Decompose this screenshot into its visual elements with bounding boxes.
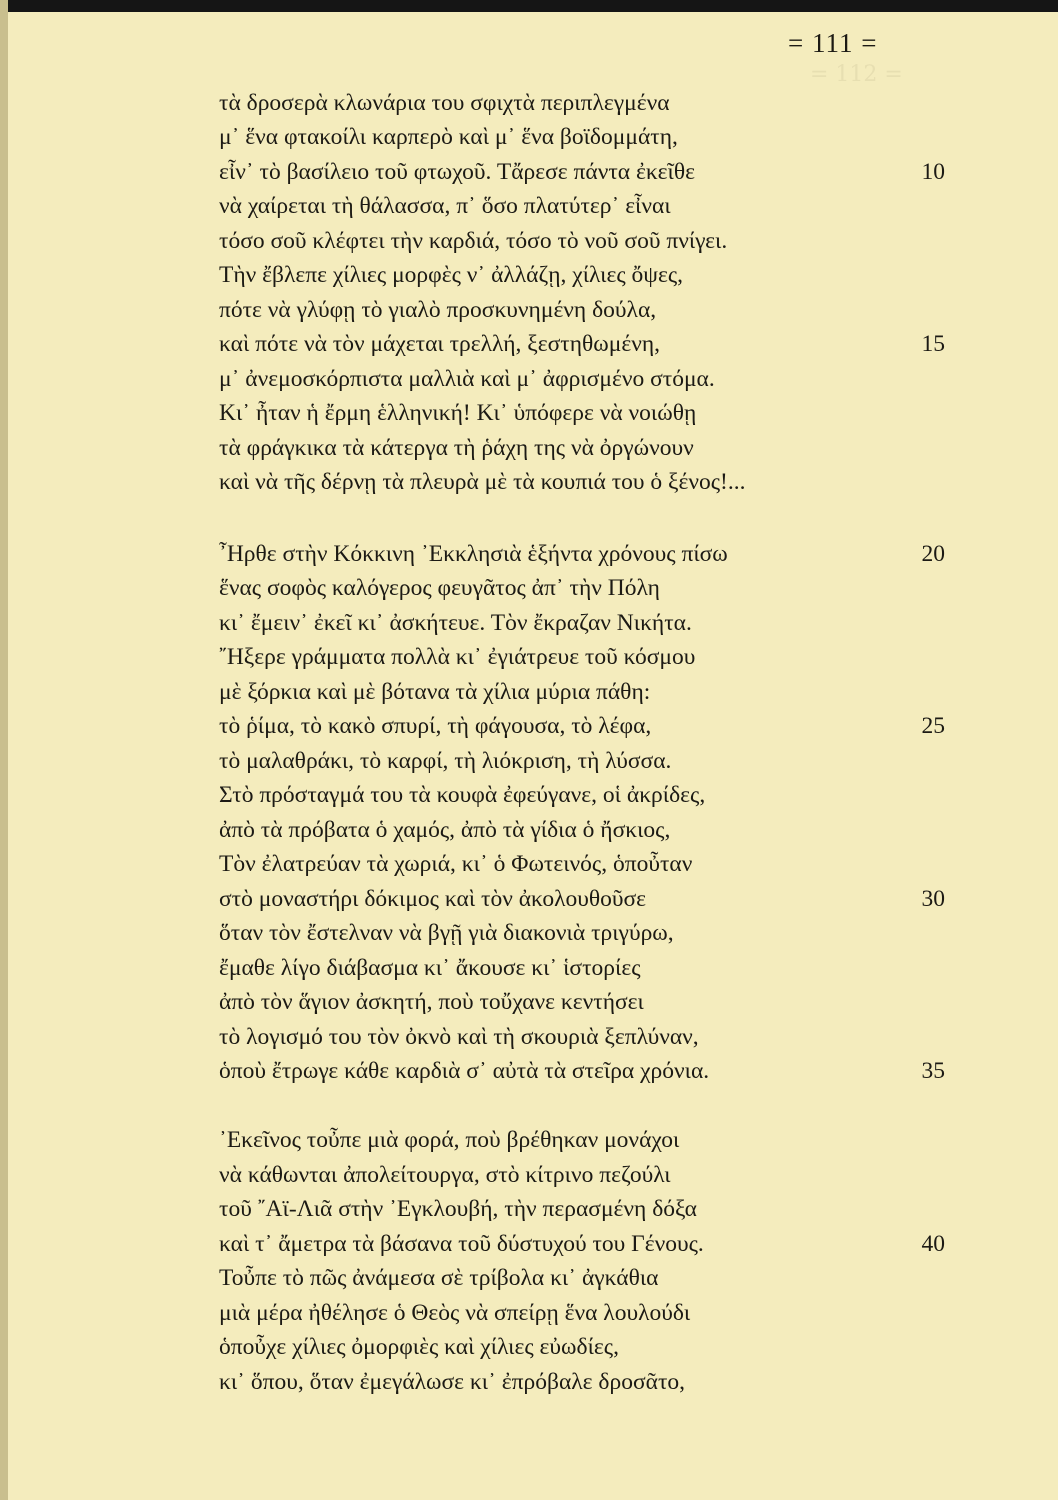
verse-line: Τὴν ἔβλεπε χίλιες μορφὲς ν᾽ ἀλλάζῃ, χίλιες ὄψες,	[219, 262, 684, 288]
scan-left-edge	[0, 0, 8, 1500]
verse-line: ἀπὸ τὰ πρόβατα ὁ χαμός, ἀπὸ τὰ γίδια ὁ ἤσκιος,	[219, 817, 671, 843]
page-number: = 111 =	[788, 28, 878, 58]
verse-line: κι᾽ ὅπου, ὅταν ἐμεγάλωσε κι᾽ ἐπρόβαλε δροσᾶτο,	[219, 1369, 686, 1395]
verse-line: ἔμαθε λίγο διάβασμα κι᾽ ἄκουσε κι᾽ ἱστορίες	[219, 955, 641, 981]
verse-line: τὰ φράγκικα τὰ κάτεργα τὴ ῥάχη της νὰ ὀργώνουν	[219, 435, 694, 461]
verse-line: καὶ νὰ τῆς δέρνῃ τὰ πλευρὰ μὲ τὰ κουπιά του ὁ ξένος!...	[219, 469, 746, 495]
verse-line: τὸ ῥίμα, τὸ κακὸ σπυρί, τὴ φάγουσα, τὸ λέφα,	[219, 713, 652, 739]
verse-line: καὶ τ᾽ ἄμετρα τὰ βάσανα τοῦ δύστυχού του Γένους.	[219, 1231, 704, 1257]
verse-line: τοῦ ῎Αϊ-Λιᾶ στὴν ᾽Εγκλουβή, τὴν περασμένη δόξα	[219, 1196, 697, 1222]
verse-line: ὅταν τὸν ἔστελναν νὰ βγῇ γιὰ διακονιὰ τριγύρω,	[219, 920, 674, 946]
line-number: 20	[921, 541, 945, 567]
verse-line: ᾽Εκεῖνος τοὖπε μιὰ φορά, ποὺ βρέθηκαν μονάχοι	[219, 1127, 680, 1153]
verse-line: μ᾽ ἕνα φτακοίλι καρπερὸ καὶ μ᾽ ἕνα βοϊδομμάτη,	[219, 124, 678, 150]
scan-top-edge	[0, 0, 1058, 12]
verse-line: τὸ λογισμό του τὸν ὀκνὸ καὶ τὴ σκουριὰ ξεπλύναν,	[219, 1024, 699, 1050]
verse-line: ῎Ηξερε γράμματα πολλὰ κι᾽ ἐγιάτρευε τοῦ κόσμου	[219, 644, 696, 670]
verse-line: Τοὖπε τὸ πῶς ἀνάμεσα σὲ τρίβολα κι᾽ ἀγκάθια	[219, 1265, 659, 1291]
verse-line: τὰ δροσερὰ κλωνάρια του σφιχτὰ περιπλεγμένα	[219, 90, 670, 116]
verse-line: ἕνας σοφὸς καλόγερος φευγᾶτος ἀπ᾽ τὴν Πόλη	[219, 575, 660, 601]
verse-line: νὰ χαίρεται τὴ θάλασσα, π᾽ ὅσο πλατύτερ᾽ εἶναι	[219, 193, 671, 219]
verse-line: μὲ ξόρκια καὶ μὲ βότανα τὰ χίλια μύρια πάθη:	[219, 679, 651, 705]
line-number: 15	[921, 331, 945, 357]
verse-line: μ᾽ ἀνεμοσκόρπιστα μαλλιὰ καὶ μ᾽ ἀφρισμένο στόμα.	[219, 366, 715, 392]
verse-line: καὶ πότε νὰ τὸν μάχεται τρελλή, ξεστηθωμένη,	[219, 331, 661, 357]
verse-line: κι᾽ ἔμειν᾽ ἐκεῖ κι᾽ ἀσκήτευε. Τὸν ἔκραζαν Νικήτα.	[219, 610, 692, 636]
line-number: 30	[921, 886, 945, 912]
line-number: 35	[921, 1058, 945, 1084]
verse-line: ἀπὸ τὸν ἅγιον ἀσκητή, ποὺ τοὔχανε κεντήσει	[219, 989, 644, 1015]
line-number: 25	[921, 713, 945, 739]
verse-line: Κι᾽ ἦταν ἡ ἔρμη ἑλληνική! Κι᾽ ὑπόφερε νὰ νοιώθῃ	[219, 400, 697, 426]
verse-line: εἶν᾽ τὸ βασίλειο τοῦ φτωχοῦ. Τἄρεσε πάντα ἐκεῖθε	[219, 159, 695, 185]
verse-line: τὸ μαλαθράκι, τὸ καρφί, τὴ λιόκριση, τὴ λύσσα.	[219, 748, 672, 774]
verse-line: μιὰ μέρα ἠθέλησε ὁ Θεὸς νὰ σπείρῃ ἕνα λουλούδι	[219, 1300, 691, 1326]
verse-line: νὰ κάθωνται ἀπολείτουργα, στὸ κίτρινο πεζούλι	[219, 1162, 671, 1188]
line-number: 40	[921, 1231, 945, 1257]
line-number: 10	[921, 159, 945, 185]
verse-line: Τὸν ἐλατρεύαν τὰ χωριά, κι᾽ ὁ Φωτεινός, ὁποὖταν	[219, 851, 693, 877]
verse-line: Στὸ πρόσταγμά του τὰ κουφὰ ἐφεύγανε, οἱ ἀκρίδες,	[219, 782, 706, 808]
verse-line: ὁποὺ ἔτρωγε κάθε καρδιὰ σ᾽ αὐτὰ τὰ στεῖρα χρόνια.	[219, 1058, 710, 1084]
verse-line: ῏Ηρθε στὴν Κόκκινη ᾽Εκκλησιὰ ἑξήντα χρόνους πίσω	[219, 541, 728, 567]
verse-line: τόσο σοῦ κλέφτει τὴν καρδιά, τόσο τὸ νοῦ σοῦ πνίγει.	[219, 228, 728, 254]
bleed-through-mark: = 112 =	[810, 62, 903, 87]
verse-line: ὁποὖχε χίλιες ὀμορφιὲς καὶ χίλιες εὐωδίες,	[219, 1334, 619, 1360]
verse-line: πότε νὰ γλύφῃ τὸ γιαλὸ προσκυνημένη δούλα,	[219, 297, 657, 323]
verse-line: στὸ μοναστήρι δόκιμος καὶ τὸν ἀκολουθοῦσε	[219, 886, 647, 912]
